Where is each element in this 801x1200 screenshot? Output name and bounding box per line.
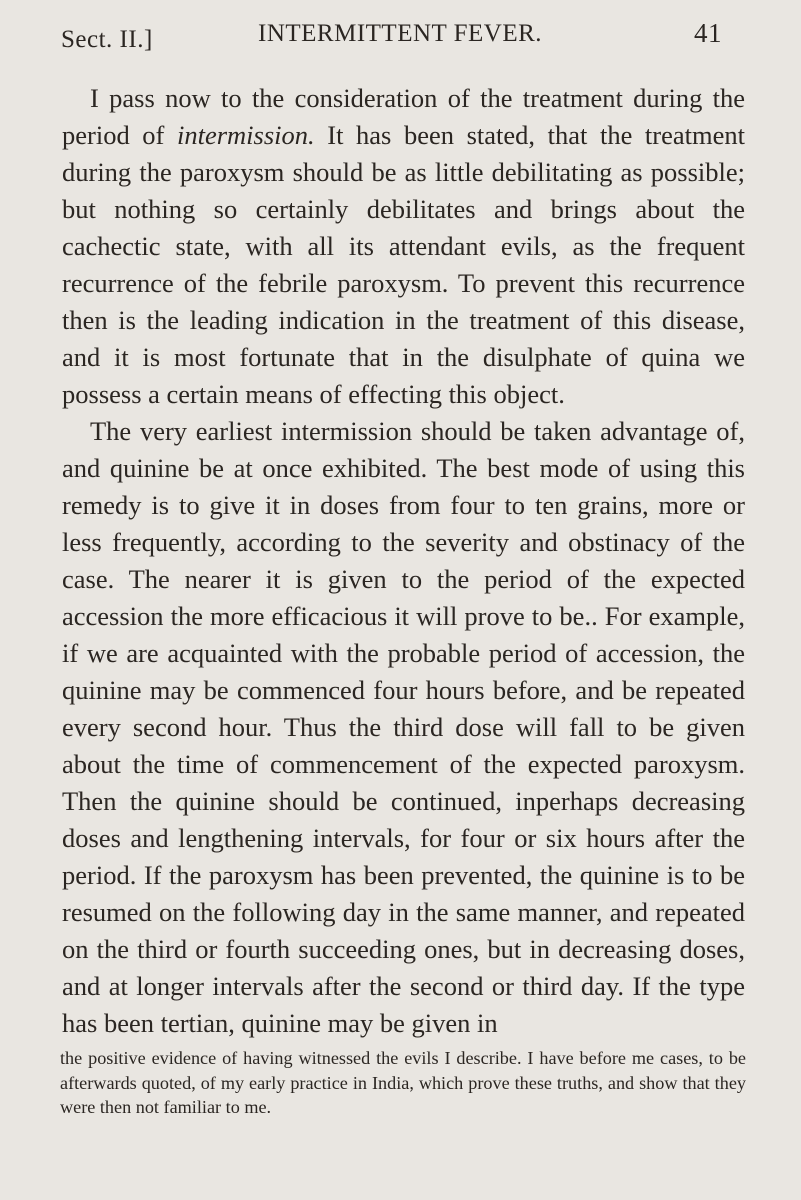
paragraph-1-start: I pass now to the consideration of the treatment during the period of — [62, 83, 745, 150]
page-number: 41 — [694, 18, 722, 48]
footnote-text: the positive evidence of having witnessed the evils I describe. I have before me cases, to be afterwards quoted, of my early practice in India, which prove these truths, and show that they were then not familiar to me. — [60, 1048, 746, 1118]
running-head-section: Sect. II.] — [61, 26, 153, 53]
running-head-title: INTERMITTENT FEVER. — [258, 20, 543, 47]
paragraph-2: The very earliest intermission should be taken advantage of, and quinine be at once exhibited. The best mode of using this remedy is to give it in doses from four to ten grains, more or less frequently, according to the severity and obstinacy of the case. The nearer it is given to the period of the expected accession the more efficacious it will prove to be.. For example, if we are acquainted with the probable period of accession, the quinine may be commenced four hours before, and be repeated every second hour. Thus the third dose will fall to be given about the time of commencement of the expected paroxysm. Then the quinine should be continued, inperhaps decreasing doses and lengthening intervals, for four or six hours after the period. If the paroxysm has been prevented, the quinine is to be resumed on the following day in the same manner, and repeated on the third or fourth succeeding ones, but in decreasing doses, and at longer intervals after the second or third day. If the type has been tertian, quinine may be given in — [62, 416, 745, 1038]
main-text — [62, 80, 745, 1042]
paragraph-1 — [62, 80, 745, 413]
paragraph-1-rest: It has been stated, that the treatment during the paroxysm should be as little debilitating as possible; but nothing so certainly debilitates and brings about the cachectic state, with all its attendant evils, as the frequent recurrence of the febrile paroxysm. To prevent this recurrence then is the leading indication in the treatment of this disease, and it is most fortunate that in the disulphate of quina we possess a certain means of effecting this object. — [62, 120, 745, 409]
emphasis-intermission: intermission. — [176, 120, 315, 150]
footnote — [60, 1046, 746, 1120]
